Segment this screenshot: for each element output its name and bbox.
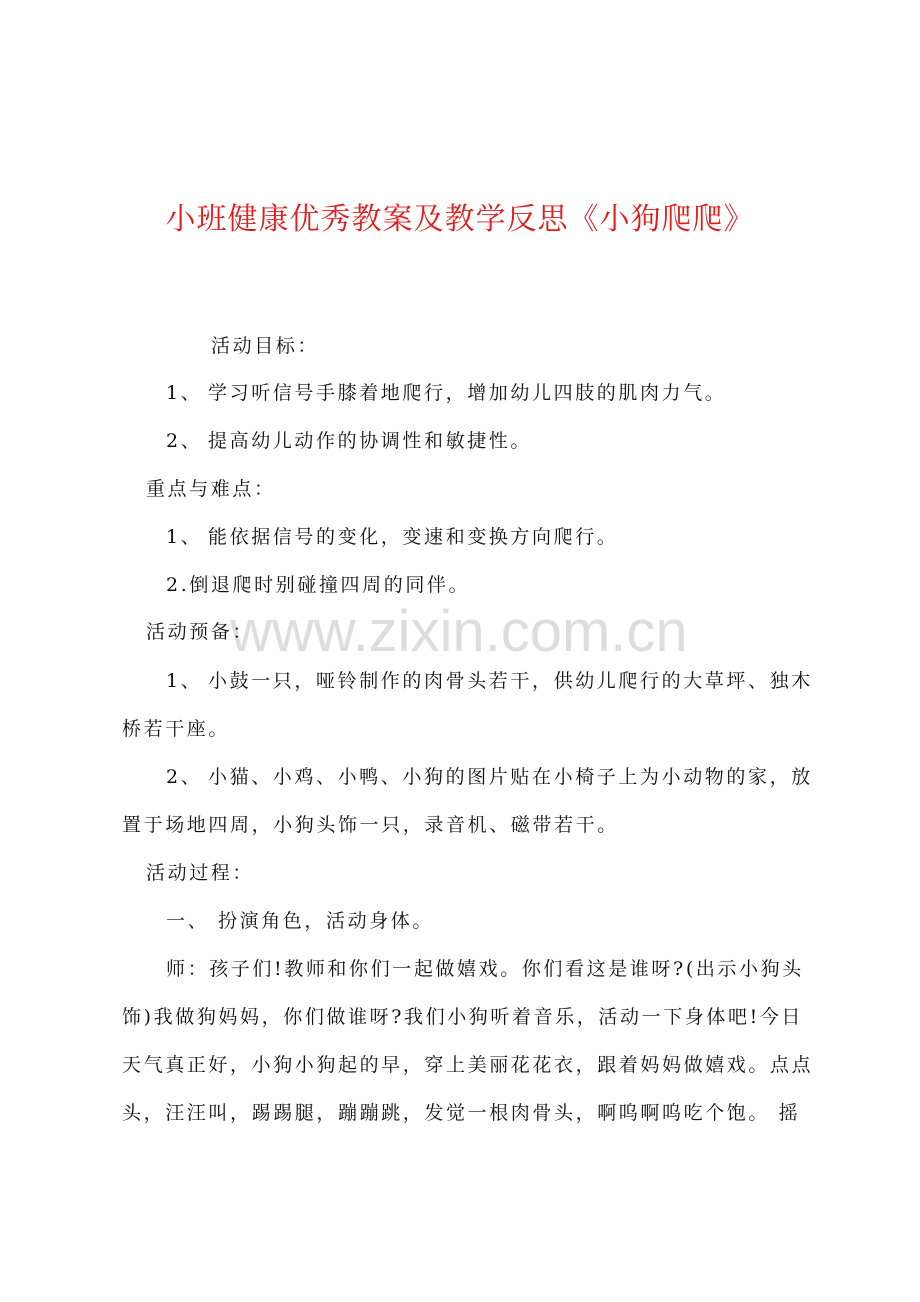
item-number: 1、: [166, 382, 203, 404]
item-number: 一、: [166, 910, 210, 932]
preparation-item-2-continued: [122, 813, 619, 837]
line-text: 小猫、小鸡、小鸭、小狗的图片贴在小椅子上为小动物的家，放: [208, 766, 813, 788]
line-text: 置于场地四周，小狗头饰一只，录音机、磁带若干。: [122, 814, 619, 836]
watermark: www.zixin.com.cn: [230, 599, 688, 664]
line-text: 活动目标：: [211, 335, 320, 357]
document-title: 小班健康优秀教案及教学反思《小狗爬爬》: [165, 202, 755, 237]
item-number: 1、: [166, 526, 203, 548]
section-heading-goals: [211, 334, 319, 358]
paragraph-line: [122, 1101, 800, 1125]
line-text: 活动预备：: [146, 621, 255, 643]
line-text: 小鼓一只，哑铃制作的肉骨头若干，供幼儿爬行的大草坪、独木: [208, 670, 813, 692]
line-text: 师：孩子们!教师和你们一起做嬉戏。你们看这是谁呀?(出示小狗头: [166, 958, 804, 980]
line-text: 桥若干座。: [122, 718, 231, 740]
item-number: 2、: [166, 430, 203, 452]
process-step-1: [166, 909, 434, 933]
line-text: 天气真正好，小狗小狗起的早，穿上美丽花花衣，跟着妈妈做嬉戏。点点: [122, 1054, 814, 1076]
line-text: 扮演角色，活动身体。: [218, 910, 435, 932]
line-text: 头，汪汪叫，踢踢腿，蹦蹦跳，发觉一根肉骨头，啊呜啊呜吃个饱。 摇: [122, 1102, 801, 1124]
item-number: 1、: [166, 670, 203, 692]
preparation-item-1: [166, 669, 813, 693]
section-heading-preparation: [146, 620, 254, 644]
line-text: 提高幼儿动作的协调性和敏捷性。: [208, 430, 533, 452]
focus-item-1: [166, 525, 618, 549]
line-text: 2.倒退爬时别碰撞四周的同伴。: [166, 574, 471, 596]
section-heading-process: [146, 861, 254, 885]
line-text: 饰)我做狗妈妈，你们做谁呀?我们小狗听着音乐，活动一下身体吧!今日: [122, 1006, 804, 1028]
paragraph-line: [122, 1053, 813, 1077]
preparation-item-1-continued: [122, 717, 230, 741]
paragraph-line: [122, 1005, 803, 1029]
line-text: 学习听信号手膝着地爬行，增加幼儿四肢的肌肉力气。: [208, 382, 727, 404]
line-text: 活动过程：: [146, 862, 255, 884]
focus-item-2: [166, 573, 470, 597]
paragraph-line: [166, 957, 804, 981]
line-text: 能依据信号的变化，变速和变换方向爬行。: [208, 526, 619, 548]
goal-item-2: [166, 429, 532, 453]
line-text: 重点与难点：: [146, 478, 276, 500]
item-number: 2、: [166, 766, 203, 788]
section-heading-focus: [146, 477, 276, 501]
goal-item-1: [166, 381, 726, 405]
preparation-item-2: [166, 765, 813, 789]
